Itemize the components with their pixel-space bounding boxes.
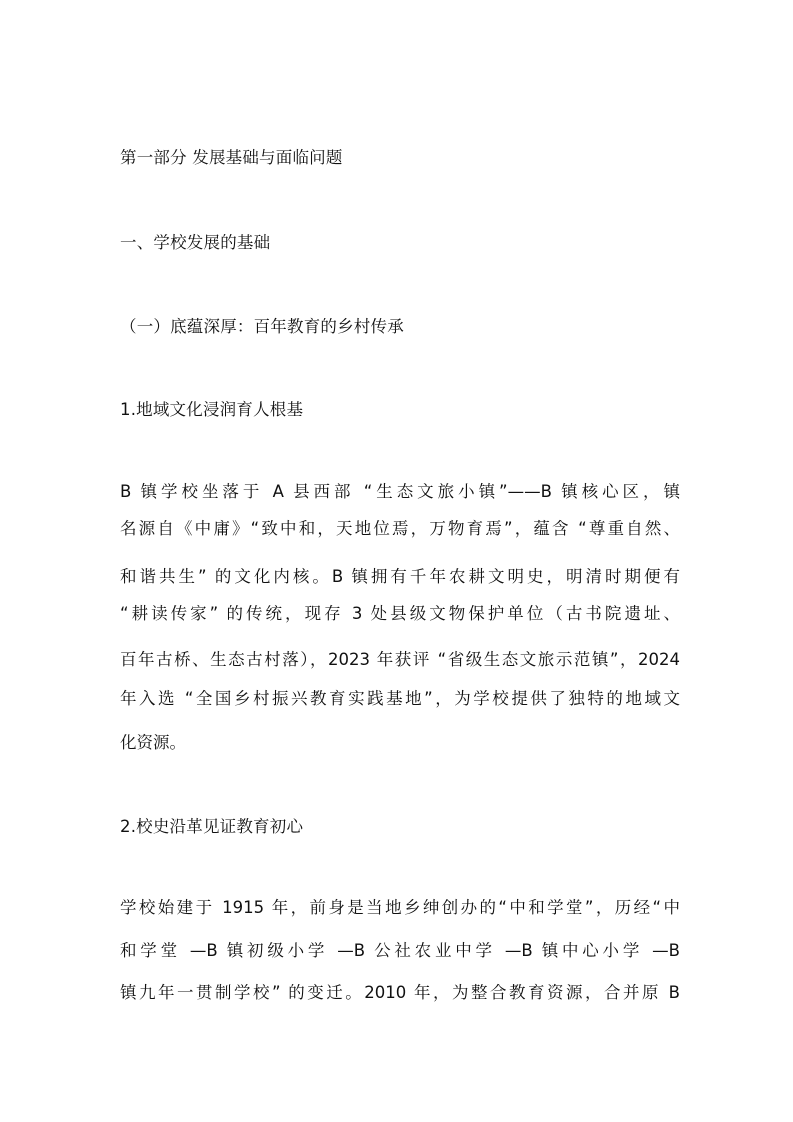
subsection-title: （一）底蕴深厚：百年教育的乡村传承 xyxy=(120,317,404,336)
paragraph-line: 化资源。 xyxy=(120,733,186,752)
item1-heading: 1.地域文化浸润育人根基 xyxy=(120,400,304,419)
paragraph-line: 名源自《中庸》“致中和，天地位焉，万物育焉”，蕴含 “尊重自然、 xyxy=(120,519,680,538)
section-title: 一、学校发展的基础 xyxy=(120,233,271,252)
part-title: 第一部分 发展基础与面临问题 xyxy=(120,148,343,167)
paragraph-line: 和谐共生” 的文化内核。B 镇拥有千年农耕文明史，明清时期便有 xyxy=(120,567,680,586)
paragraph-line: 百年古桥、生态古村落），2023 年获评 “省级生态文旅示范镇”，2024 xyxy=(120,650,680,669)
paragraph-line: 学校始建于 1915 年，前身是当地乡绅创办的“中和学堂”，历经“中 xyxy=(120,898,680,917)
item2-heading: 2.校史沿革见证教育初心 xyxy=(120,817,304,836)
paragraph-line: 镇九年一贯制学校” 的变迁。2010 年，为整合教育资源，合并原 B xyxy=(120,983,680,1002)
paragraph-line: 和学堂 —B 镇初级小学 —B 公社农业中学 —B 镇中心小学 —B xyxy=(120,941,680,960)
paragraph-line: 年入选 “全国乡村振兴教育实践基地”，为学校提供了独特的地域文 xyxy=(120,689,680,708)
paragraph-line: “耕读传家” 的传统，现存 3 处县级文物保护单位（古书院遗址、 xyxy=(120,604,680,623)
paragraph-line: B 镇学校坐落于 A 县西部 “生态文旅小镇”——B 镇核心区，镇 xyxy=(120,482,680,501)
